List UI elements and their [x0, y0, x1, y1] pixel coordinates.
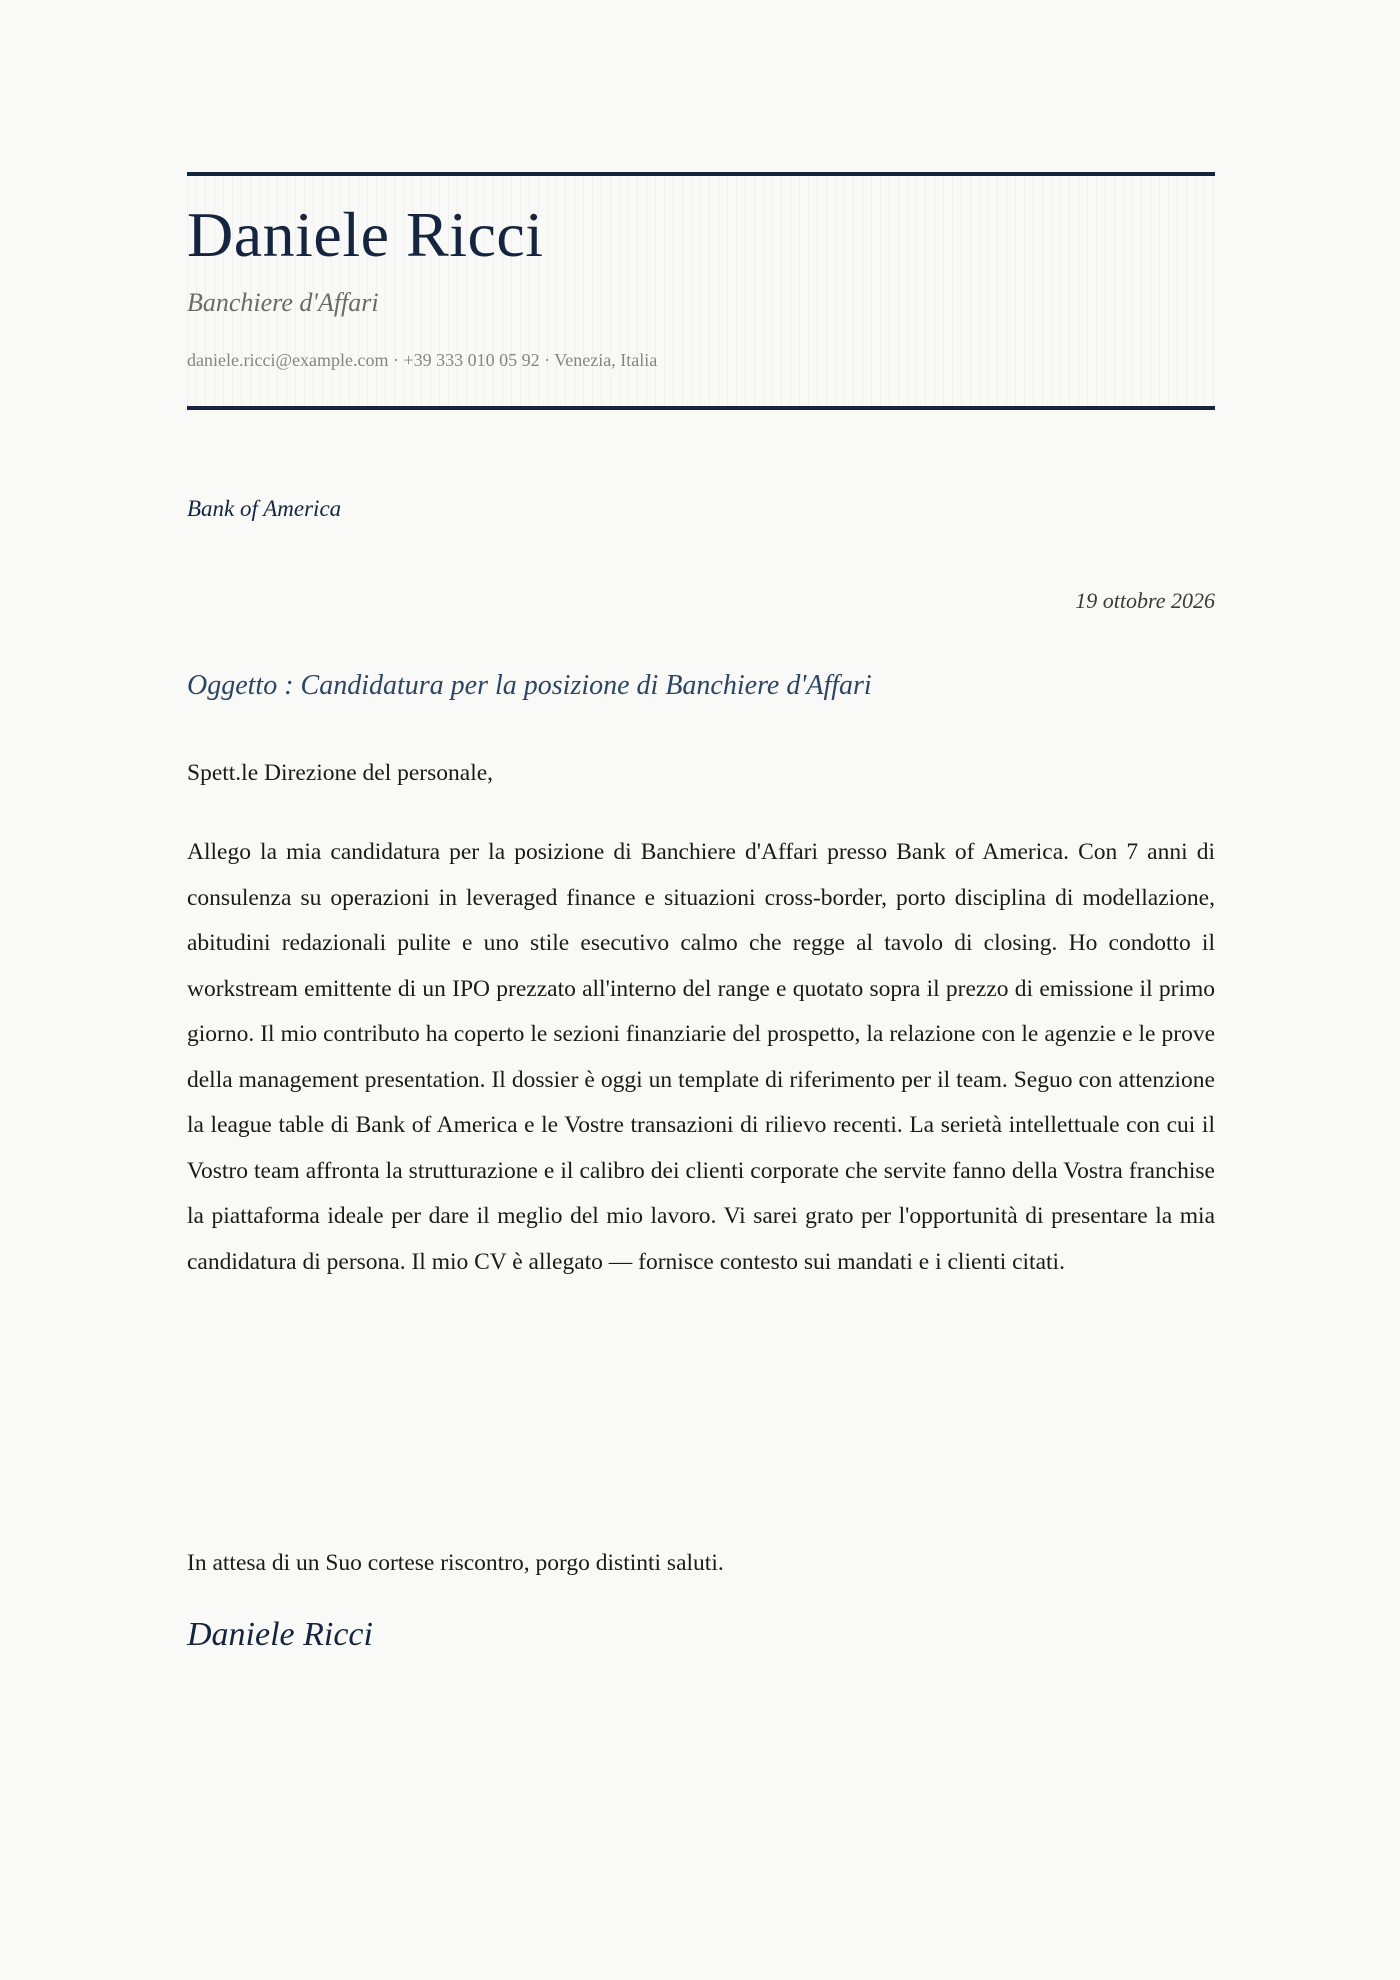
letter-date: 19 ottobre 2026: [1075, 588, 1215, 613]
letter-closing: In attesa di un Suo cortese riscontro, porgo distinti saluti.: [187, 1550, 724, 1576]
cover-letter-page: [187, 172, 1215, 1653]
letter-subject: Oggetto : Candidatura per la posizione di Banchiere d'Affari: [187, 670, 872, 701]
letterhead: [187, 172, 1215, 410]
sender-contact-line: daniele.ricci@example.com · +39 333 010 05 92 · Venezia, Italia: [187, 350, 658, 370]
recipient-company: Bank of America: [187, 496, 342, 521]
letter-salutation: Spett.le Direzione del personale,: [187, 760, 494, 786]
letter-body: Allego la mia candidatura per la posizione di Banchiere d'Affari presso Bank of America. Con 7 anni di consulenza su operazioni in leveraged finance e situazioni cross-border, porto disciplina di modellazione, abitudini redazionali pulite e uno stile esecutivo calmo che regge al tavolo di closing. Ho condotto il workstream emittente di un IPO prezzato all'interno del range e quotato sopra il prezzo di emissione il primo giorno. Il mio contributo ha coperto le sezioni finanziarie del prospetto, la relazione con le agenzie e le prove della management presentation. Il dossier è oggi un template di riferimento per il team. Seguo con attenzione la league table di Bank of America e le Vostre transazioni di rilievo recenti. La serietà intellettuale con cui il Vostro team affronta la strutturazione e il calibro dei clienti corporate che servite fanno della Vostra franchise la piattaforma ideale per dare il meglio del mio lavoro. Vi sarei grato per l'opportunità di presentare la mia candidatura di persona. Il mio CV è allegato — fornisce contesto sui mandati e i clienti citati.: [187, 839, 1215, 1275]
sender-job-title: Banchiere d'Affari: [187, 288, 379, 317]
sender-name: Daniele Ricci: [187, 199, 544, 270]
letter-signature: Daniele Ricci: [187, 1616, 373, 1653]
